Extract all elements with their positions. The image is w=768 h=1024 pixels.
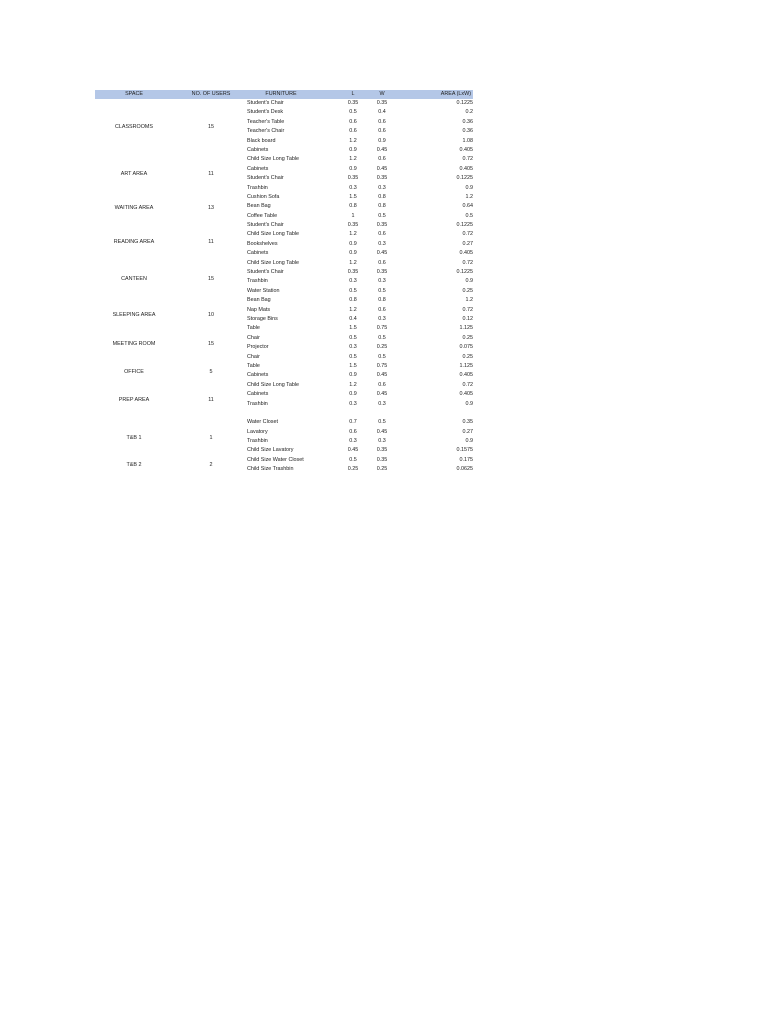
cell-furniture: Bean Bag (247, 297, 271, 304)
cell-length: 0.7 (349, 419, 357, 426)
cell-length: 0.3 (349, 184, 357, 191)
table-row (95, 381, 473, 390)
cell-area: 0.72 (462, 156, 473, 163)
cell-length: 1.2 (349, 381, 357, 388)
cell-area: 0.25 (462, 287, 473, 294)
table-row (95, 296, 473, 305)
cell-area: 0.72 (462, 231, 473, 238)
cell-furniture: Bookshelves (247, 240, 278, 247)
cell-width: 0.3 (378, 315, 386, 322)
cell-furniture: Table (247, 325, 260, 332)
cell-area: 0.35 (462, 419, 473, 426)
cell-length: 0.9 (349, 250, 357, 257)
cell-length: 0.3 (349, 400, 357, 407)
cell-length: 1.2 (349, 137, 357, 144)
cell-area: 0.36 (462, 128, 473, 135)
cell-furniture: Lavatory (247, 428, 268, 435)
cell-furniture: Black board (247, 137, 276, 144)
table-row (95, 193, 473, 202)
user-count: 2 (209, 461, 213, 468)
user-count: 15 (208, 340, 214, 347)
cell-length: 0.35 (347, 175, 359, 182)
cell-area: 0.5 (465, 212, 473, 219)
cell-area: 0.12 (462, 315, 473, 322)
header-space: SPACE (125, 91, 143, 97)
cell-width: 0.6 (378, 381, 386, 388)
cell-area: 0.405 (459, 146, 473, 153)
cell-furniture: Student's Chair (247, 269, 284, 276)
cell-furniture: Water Closet (247, 419, 278, 426)
cell-width: 0.35 (376, 100, 388, 106)
cell-width: 0.25 (376, 344, 388, 351)
cell-furniture: Water Station (247, 287, 280, 294)
table-body (95, 99, 473, 475)
cell-length: 1.2 (349, 231, 357, 238)
header-users: NO. OF USERS (191, 91, 231, 97)
cell-area: 0.1225 (456, 222, 473, 229)
cell-length: 0.35 (347, 269, 359, 276)
space-name: T&B 1 (126, 434, 142, 441)
user-count: 10 (208, 311, 214, 318)
cell-area: 1.125 (459, 325, 473, 332)
cell-length: 0.9 (349, 240, 357, 247)
cell-width: 0.3 (378, 240, 386, 247)
cell-width: 0.35 (376, 456, 388, 463)
table-row (95, 108, 473, 117)
cell-length: 1.5 (349, 193, 357, 200)
cell-length: 0.9 (349, 372, 357, 379)
cell-length: 0.45 (347, 447, 359, 454)
cell-area: 0.9 (465, 184, 473, 191)
cell-furniture: Teacher's Table (247, 118, 285, 125)
cell-width: 0.6 (378, 306, 386, 313)
user-count: 5 (209, 368, 213, 375)
space-name: T&B 2 (126, 461, 142, 468)
cell-length: 1.5 (349, 362, 357, 369)
cell-furniture: Cushion Sofa (247, 193, 280, 200)
cell-width: 0.75 (376, 325, 388, 332)
cell-length: 0.4 (349, 315, 357, 322)
table-row (95, 446, 473, 455)
cell-furniture: Nap Mats (247, 306, 271, 313)
cell-length: 1.5 (349, 325, 357, 332)
table-row (95, 249, 473, 258)
cell-width: 0.75 (376, 362, 388, 369)
cell-area: 1.2 (465, 297, 473, 304)
space-name: CLASSROOMS (114, 123, 154, 130)
cell-furniture: Cabinets (247, 165, 269, 172)
cell-area: 0.25 (462, 353, 473, 360)
table-row (95, 324, 473, 333)
cell-furniture: Cabinets (247, 391, 269, 398)
cell-width: 0.5 (378, 419, 386, 426)
cell-width: 0.5 (378, 353, 386, 360)
cell-width: 0.45 (376, 146, 388, 153)
cell-furniture: Projector (247, 344, 269, 351)
cell-width: 0.3 (378, 184, 386, 191)
cell-length: 0.6 (349, 118, 357, 125)
cell-area: 0.25 (462, 334, 473, 341)
cell-width: 0.8 (378, 203, 386, 210)
cell-furniture: Cabinets (247, 372, 269, 379)
cell-width: 0.9 (378, 137, 386, 144)
cell-length: 0.5 (349, 334, 357, 341)
space-name: ART AREA (120, 170, 148, 177)
cell-area: 0.0625 (456, 466, 473, 473)
cell-length: 0.5 (349, 353, 357, 360)
cell-area: 0.9 (465, 278, 473, 285)
cell-length: 0.8 (349, 203, 357, 210)
table-row (95, 137, 473, 146)
cell-length: 0.5 (349, 287, 357, 294)
cell-width: 0.45 (376, 391, 388, 398)
cell-length: 0.6 (349, 128, 357, 135)
cell-area: 0.405 (459, 391, 473, 398)
cell-furniture: Chair (247, 353, 260, 360)
space-name: PREP AREA (118, 397, 150, 404)
cell-area: 0.405 (459, 165, 473, 172)
cell-furniture: Trashbin (247, 184, 268, 191)
user-count: 11 (208, 397, 214, 404)
table-row (95, 353, 473, 362)
cell-length: 0.8 (349, 297, 357, 304)
cell-furniture: Student's Desk (247, 109, 284, 116)
cell-width: 0.3 (378, 400, 386, 407)
header-w: W (379, 91, 385, 97)
cell-width: 0.6 (378, 118, 386, 125)
cell-length: 1.2 (349, 156, 357, 163)
table-row (95, 418, 473, 427)
space-name: WAITING AREA (114, 205, 154, 212)
cell-length: 0.5 (349, 109, 357, 116)
table-row (95, 409, 473, 418)
cell-length: 0.35 (347, 222, 359, 229)
cell-width: 0.6 (378, 156, 386, 163)
cell-length: 0.35 (347, 100, 359, 106)
cell-width: 0.5 (378, 287, 386, 294)
space-name: SLEEPING AREA (112, 311, 156, 318)
cell-area: 1.08 (462, 137, 473, 144)
cell-width: 0.35 (376, 447, 388, 454)
cell-width: 0.5 (378, 334, 386, 341)
cell-width: 0.25 (376, 466, 388, 473)
table-row (95, 221, 473, 230)
cell-furniture: Child Size Lavatory (247, 447, 294, 454)
cell-length: 0.9 (349, 165, 357, 172)
cell-furniture: Student's Chair (247, 175, 284, 182)
cell-length: 1.2 (349, 306, 357, 313)
cell-width: 0.6 (378, 259, 386, 266)
cell-length: 0.3 (349, 344, 357, 351)
cell-length: 1.2 (349, 259, 357, 266)
cell-area: 1.125 (459, 362, 473, 369)
cell-furniture: Coffee Table (247, 212, 278, 219)
header-furniture: FURNITURE (265, 91, 297, 97)
cell-area: 0.1225 (456, 175, 473, 182)
cell-width: 0.3 (378, 278, 386, 285)
space-name: CANTEEN (121, 275, 147, 282)
cell-length: 0.3 (349, 438, 357, 445)
cell-furniture: Trashbin (247, 438, 268, 445)
table-row (95, 146, 473, 155)
cell-area: 0.64 (462, 203, 473, 210)
cell-area: 0.175 (459, 456, 473, 463)
cell-furniture: Student's Chair (247, 222, 284, 229)
cell-area: 0.27 (462, 428, 473, 435)
cell-area: 0.36 (462, 118, 473, 125)
cell-area: 0.1575 (456, 447, 473, 454)
cell-length: 1 (351, 212, 355, 219)
cell-width: 0.6 (378, 231, 386, 238)
cell-furniture: Trashbin (247, 278, 268, 285)
cell-furniture: Child Size Long Table (247, 156, 300, 163)
cell-furniture: Chair (247, 334, 260, 341)
cell-width: 0.8 (378, 193, 386, 200)
table-header (95, 90, 473, 99)
table-row (95, 287, 473, 296)
cell-area: 0.2 (465, 109, 473, 116)
cell-area: 0.1225 (456, 100, 473, 106)
space-name: OFFICE (124, 368, 144, 375)
user-count: 11 (208, 239, 214, 246)
cell-width: 0.4 (378, 109, 386, 116)
cell-furniture: Teacher's Chair (247, 128, 285, 135)
space-name: MEETING ROOM (112, 340, 156, 347)
header-l: L (351, 91, 355, 97)
cell-length: 0.9 (349, 146, 357, 153)
cell-area: 0.72 (462, 259, 473, 266)
table-row (95, 259, 473, 268)
cell-width: 0.45 (376, 250, 388, 257)
cell-area: 0.405 (459, 372, 473, 379)
user-count: 15 (208, 123, 214, 130)
cell-width: 0.3 (378, 438, 386, 445)
cell-area: 0.1225 (456, 269, 473, 276)
cell-width: 0.45 (376, 428, 388, 435)
cell-furniture: Child Size Long Table (247, 259, 300, 266)
cell-area: 0.72 (462, 306, 473, 313)
cell-furniture: Trashbin (247, 400, 268, 407)
cell-area: 0.9 (465, 438, 473, 445)
cell-furniture: Bean Bag (247, 203, 271, 210)
cell-furniture: Student's Chair (247, 100, 284, 106)
cell-furniture: Storage Bins (247, 315, 278, 322)
table-row (95, 99, 473, 108)
cell-length: 0.25 (347, 466, 359, 473)
cell-area: 0.9 (465, 400, 473, 407)
cell-furniture: Cabinets (247, 146, 269, 153)
cell-area: 1.2 (465, 193, 473, 200)
cell-width: 0.45 (376, 372, 388, 379)
cell-furniture: Cabinets (247, 250, 269, 257)
cell-width: 0.45 (376, 165, 388, 172)
header-area: AREA (LxW) (440, 91, 471, 97)
user-count: 15 (208, 275, 214, 282)
cell-furniture: Child Size Water Closet (247, 456, 304, 463)
table-row (95, 155, 473, 164)
cell-area: 0.27 (462, 240, 473, 247)
cell-area: 0.72 (462, 381, 473, 388)
user-count: 11 (208, 170, 214, 177)
cell-width: 0.8 (378, 297, 386, 304)
cell-width: 0.5 (378, 212, 386, 219)
cell-area: 0.075 (459, 344, 473, 351)
cell-furniture: Child Size Long Table (247, 231, 300, 238)
cell-furniture: Child Size Trashbin (247, 466, 294, 473)
cell-width: 0.35 (376, 222, 388, 229)
cell-length: 0.9 (349, 391, 357, 398)
cell-length: 0.5 (349, 456, 357, 463)
cell-furniture: Child Size Long Table (247, 381, 300, 388)
cell-furniture: Table (247, 362, 260, 369)
cell-width: 0.35 (376, 269, 388, 276)
cell-area: 0.405 (459, 250, 473, 257)
user-count: 1 (209, 434, 213, 441)
cell-width: 0.6 (378, 128, 386, 135)
user-count: 13 (208, 205, 214, 212)
table-row (95, 184, 473, 193)
spreadsheet (95, 90, 473, 475)
cell-length: 0.6 (349, 428, 357, 435)
cell-length: 0.3 (349, 278, 357, 285)
space-name: READING AREA (113, 239, 155, 246)
cell-width: 0.35 (376, 175, 388, 182)
